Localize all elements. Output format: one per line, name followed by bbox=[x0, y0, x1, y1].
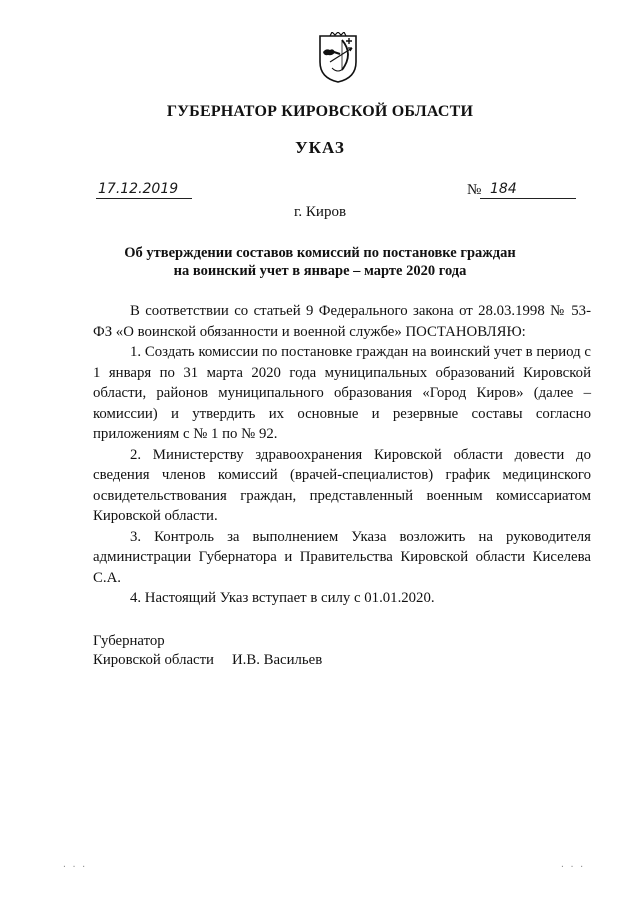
body-paragraph-preamble: В соответствии со статьей 9 Федерального закона от 28.03.1998 № 53-ФЗ «О воинской обязанности и военной службе» ПОСТАНОВЛЯЮ: bbox=[93, 303, 591, 340]
body-paragraph-item-3: 3. Контроль за выполнением Указа возложить на руководителя администрации Губернатора и Правительства Кировской области Киселева С.А. bbox=[93, 528, 591, 586]
document-number: 184 bbox=[490, 181, 517, 197]
signer-position-line-2: Кировской области bbox=[93, 652, 214, 668]
document-subject bbox=[0, 244, 640, 280]
document-type-title: УКАЗ bbox=[295, 138, 345, 157]
kirov-coat-of-arms-icon bbox=[316, 32, 360, 84]
body-paragraph-item-1: 1. Создать комиссии по постановке граждан на воинский учет в период с 1 января по 31 марта 2020 года муниципальных образований Кировской области, районов муниципального образования «Город Киров» (далее – комиссии) и утвердить их основные и резервные составы согласно приложениям с № 1 по № 92. bbox=[93, 344, 591, 442]
number-underline bbox=[480, 198, 576, 199]
subject-line-1: Об утверждении составов комиссий по постановке граждан bbox=[124, 245, 516, 261]
signer-position-line-1: Губернатор bbox=[93, 633, 165, 649]
signature-block bbox=[93, 632, 322, 670]
document-body bbox=[93, 301, 591, 609]
scan-mark-left: · · · bbox=[62, 862, 87, 871]
issue-city: г. Киров bbox=[293, 204, 347, 220]
body-paragraph-item-2: 2. Министерству здравоохранения Кировской области довести до сведения членов комиссий (врачей-специалистов) график медицинского освидетельствования граждан, представленный военным комиссариатом Кировской области. bbox=[93, 446, 591, 524]
scan-mark-right: · · · bbox=[560, 862, 585, 871]
body-paragraph-item-4: 4. Настоящий Указ вступает в силу с 01.01.2020. bbox=[130, 590, 435, 606]
issuer-title: ГУБЕРНАТОР КИРОВСКОЙ ОБЛАСТИ bbox=[166, 103, 474, 120]
date-underline bbox=[96, 198, 192, 199]
document-date: 17.12.2019 bbox=[98, 181, 179, 197]
number-sign: № bbox=[467, 182, 482, 198]
signer-name: И.В. Васильев bbox=[231, 652, 323, 668]
subject-line-2: на воинский учет в январе – марте 2020 года bbox=[173, 263, 467, 279]
